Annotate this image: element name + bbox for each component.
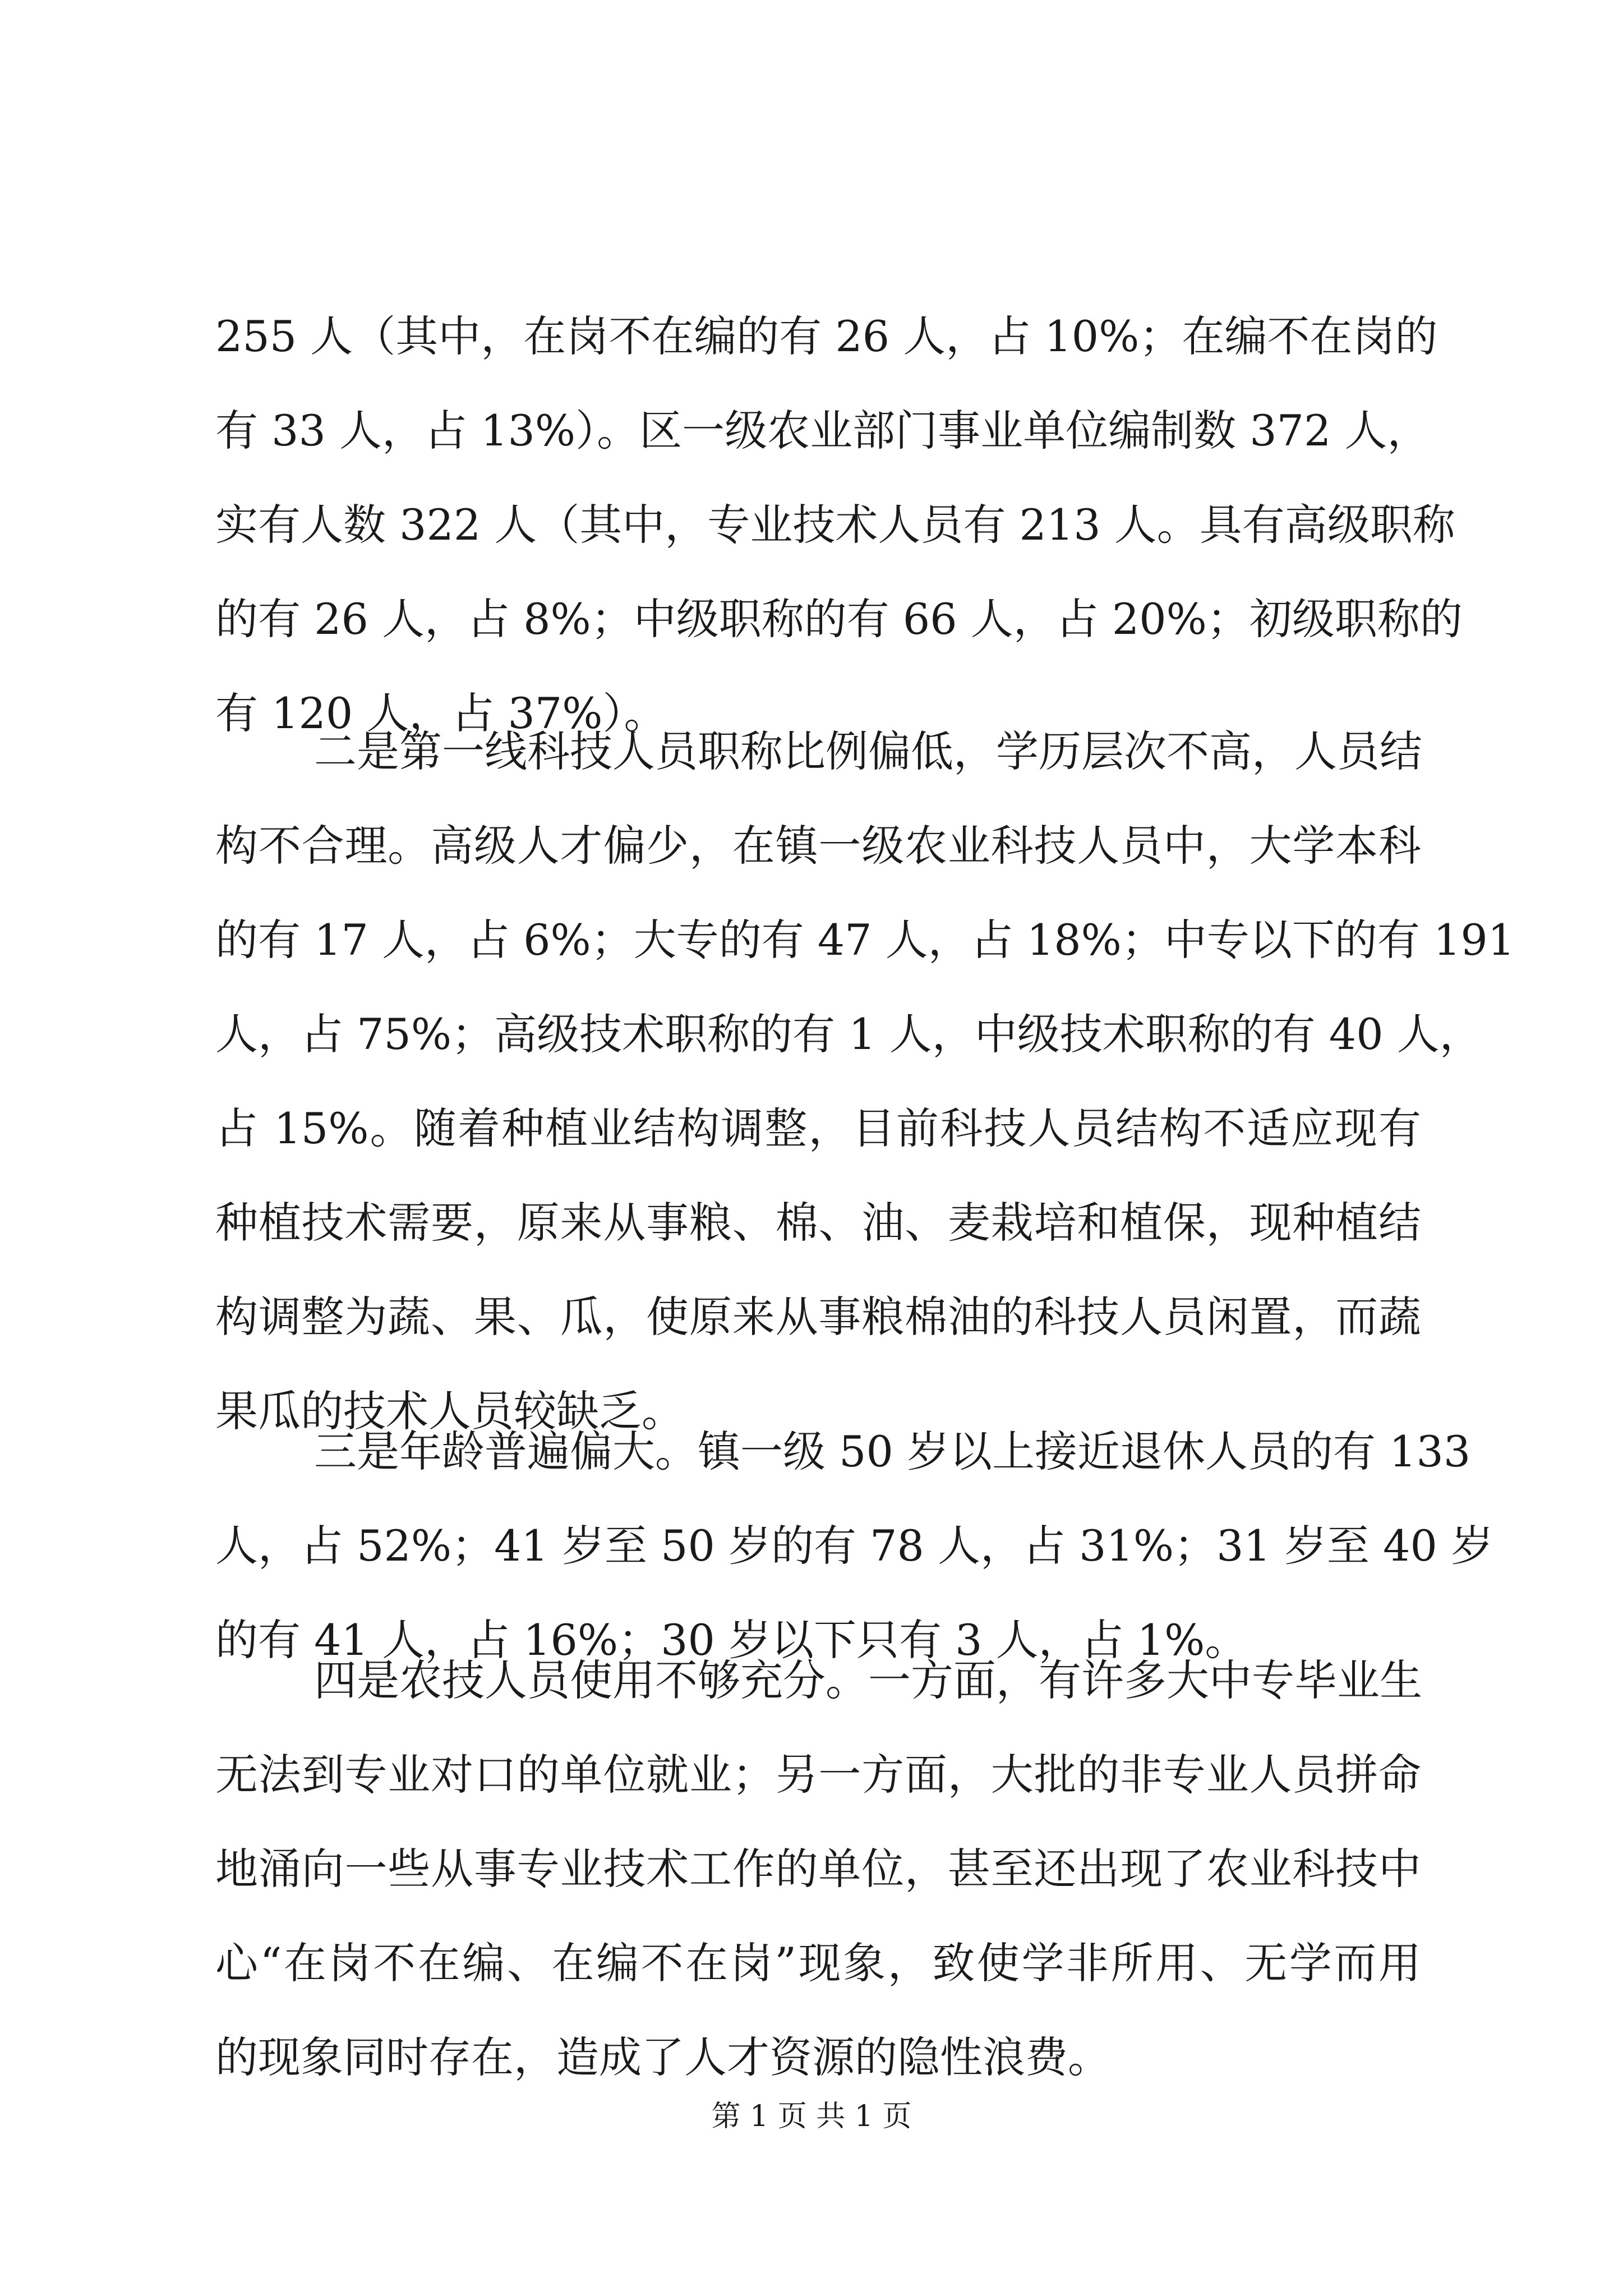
text-line: 人，占 52%；41 岁至 50 岁的有 78 人，占 31%；31 岁至 40 岁: [215, 1521, 1493, 1571]
text-line: 有 120 人，占 37%）。: [215, 688, 667, 738]
text-line: 的有 26 人，占 8%；中级职称的有 66 人，占 20%；初级职称的: [215, 594, 1463, 644]
text-line: 实有人数 322 人（其中，专业技术人员有 213 人。具有高级职称: [215, 500, 1455, 550]
text-line: 果瓜的技术人员较缺乏。: [215, 1386, 684, 1436]
text-line: 占 15%。随着种植业结构调整，目前科技人员结构不适应现有: [215, 1103, 1421, 1153]
page-footer: 第 1 页 共 1 页: [711, 2100, 912, 2133]
text-line: 的现象同时存在，造成了人才资源的隐性浪费。: [215, 2032, 1110, 2082]
paragraph-1: [215, 289, 1463, 761]
text-line: 的有 41 人，占 16%；30 岁以下只有 3 人，占 1%。: [215, 1615, 1248, 1665]
paragraph-4: [215, 1634, 1421, 2105]
text-line: 的有 17 人，占 6%；大专的有 47 人，占 18%；中专以下的有 191: [215, 915, 1515, 965]
text-line: 种植技术需要，原来从事粮、棉、油、麦栽培和植保，现种植结: [215, 1198, 1421, 1248]
text-line: 人，占 75%；高级技术职称的有 1 人，中级技术职称的有 40 人，: [215, 1009, 1482, 1059]
text-line: 构调整为蔬、果、瓜，使原来从事粮棉油的科技人员闲置，而蔬: [215, 1292, 1421, 1342]
text-line: 二是第一线科技人员职称比例偏低，学历层次不高，人员结: [314, 726, 1422, 776]
text-line: 四是农技人员使用不够充分。一方面，有许多大中专毕业生: [314, 1655, 1422, 1705]
text-line: 无法到专业对口的单位就业；另一方面，大批的非专业人员拼命: [215, 1750, 1421, 1800]
text-line: 心“在岗不在编、在编不在岗”现象，致使学非所用、无学而用: [215, 1938, 1421, 1988]
paragraph-2: [215, 705, 1515, 1458]
text-line: 地涌向一些从事专业技术工作的单位，甚至还出现了农业科技中: [215, 1844, 1421, 1894]
text-line: 有 33 人，占 13%）。区一级农业部门事业单位编制数 372 人，: [215, 406, 1430, 455]
text-line: 构不合理。高级人才偏少，在镇一级农业科技人员中，大学本科: [215, 821, 1421, 871]
text-line: 255 人（其中，在岗不在编的有 26 人，占 10%；在编不在岗的: [215, 311, 1438, 361]
text-line: 三是年龄普遍偏大。镇一级 50 岁以上接近退休人员的有 133: [314, 1427, 1471, 1476]
